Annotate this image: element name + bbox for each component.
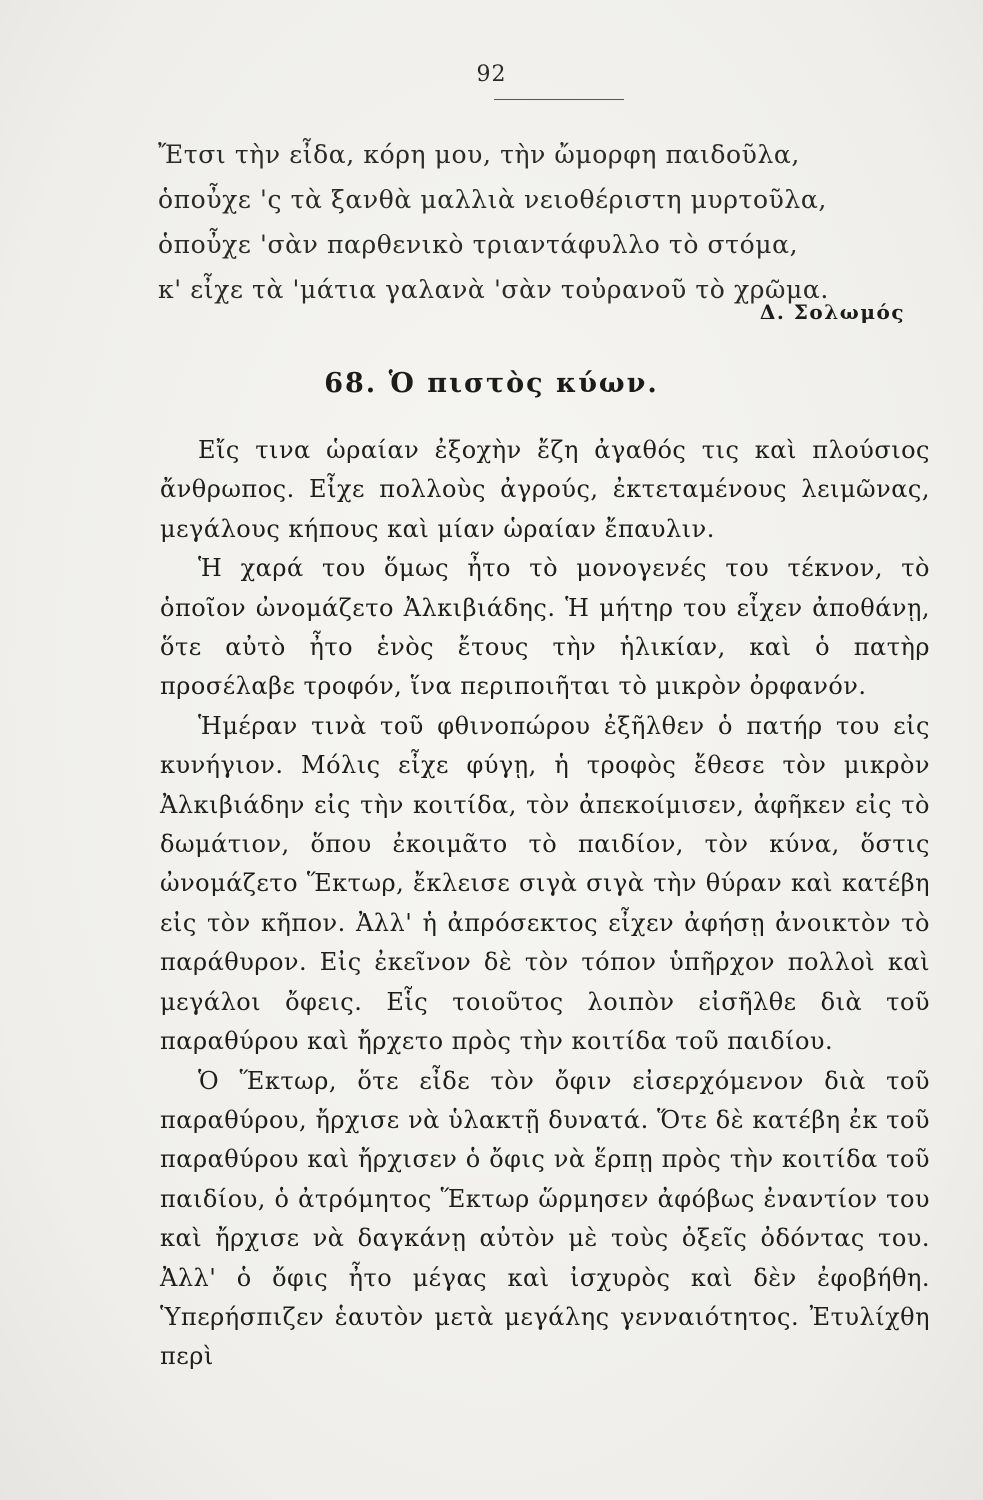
paragraph: Ἡμέραν τινὰ τοῦ φθινοπώρου ἐξῆλθεν ὁ πατήρ του εἰς κυνήγιον. Μόλις εἶχε φύγῃ, ἡ τροφὸς ἔθεσε τὸν μικρὸν Ἀλκιβιάδην εἰς τὴν κοιτίδα, τὸν ἀπεκοίμισεν, ἀφῆκεν εἰς τὸ δωμάτιον, ὅπου ἐκοιμᾶτο τὸ παιδίον, τὸν κύνα, ὅστις ὠνομάζετο Ἕκτωρ, ἔκλεισε σιγὰ σιγὰ τὴν θύραν καὶ κατέβη εἰς τὸν κῆπον. Ἀλλ' ἡ ἀπρόσεκτος εἶχεν ἀφήσῃ ἀνοικτὸν τὸ παράθυρον. Εἰς ἐκεῖνον δὲ τὸν τόπον ὑπῆρχον πολλοὶ καὶ μεγάλοι ὄφεις. Εἷς τοιοῦτος λοιπὸν εἰσῆλθε διὰ τοῦ παραθύρου καὶ ἤρχετο πρὸς τὴν κοιτίδα τοῦ παιδίου. [160,711,930,1056]
poem-attribution: Δ. Σολωμός [759,300,905,324]
page-number-rule [494,99,624,100]
page-number: 92 [476,62,507,87]
section-heading: 68. Ὁ πιστὸς κύων. [324,368,659,399]
poem-line: Ἔτσι τὴν εἶδα, κόρη μου, τὴν ὤμορφη παιδοῦλα, [158,140,800,169]
poem-stanza [158,132,918,312]
paragraph: Ἡ χαρά του ὅμως ἦτο τὸ μονογενές του τέκνον, τὸ ὁποῖον ὠνομάζετο Ἀλκιβιάδης. Ἡ μήτηρ του εἶχεν ἀποθάνῃ, ὅτε αὐτὸ ἦτο ἑνὸς ἔτους τὴν ἡλικίαν, καὶ ὁ πατὴρ προσέλαβε τροφόν, ἵνα περιποιῆται τὸ μικρὸν ὀρφανόν. [160,554,930,701]
paragraph: Εἴς τινα ὡραίαν ἐξοχὴν ἔζη ἀγαθός τις καὶ πλούσιος ἄνθρωπος. Εἶχε πολλοὺς ἀγρούς, ἐκτεταμένους λειμῶνας, μεγάλους κήπους καὶ μίαν ὡραίαν ἔπαυλιν. [160,436,930,543]
poem-line: ὁποὖχε 'ς τὰ ξανθὰ μαλλιὰ νειοθέριστη μυρτοῦλα, [158,185,827,214]
paragraph: Ὁ Ἕκτωρ, ὅτε εἶδε τὸν ὄφιν εἰσερχόμενον διὰ τοῦ παραθύρου, ἤρχισε νὰ ὑλακτῇ δυνατά. Ὅτε δὲ κατέβη ἐκ τοῦ παραθύρου καὶ ἤρχισεν ὁ ὄφις νὰ ἕρπῃ πρὸς τὴν κοιτίδα τοῦ παιδίου, ὁ ἀτρόμητος Ἕκτωρ ὥρμησεν ἀφόβως ἐναντίον του καὶ ἤρχισε νὰ δαγκάνῃ αὐτὸν μὲ τοὺς ὀξεῖς ὀδόντας του. Ἀλλ' ὁ ὄφις ἦτο μέγας καὶ ἰσχυρὸς καὶ δὲν ἐφοβήθη. Ὑπερήσπιζεν ἑαυτὸν μετὰ μεγάλης γενναιότητος. Ἐτυλίχθη περὶ [160,1066,930,1371]
section-body [160,431,930,1377]
poem-line: κ' εἶχε τὰ 'μάτια γαλανὰ 'σὰν τοὐρανοῦ τὸ χρῶμα. [158,275,829,304]
poem-line: ὁποὖχε 'σὰν παρθενικὸ τριαντάφυλλο τὸ στόμα, [158,230,799,259]
